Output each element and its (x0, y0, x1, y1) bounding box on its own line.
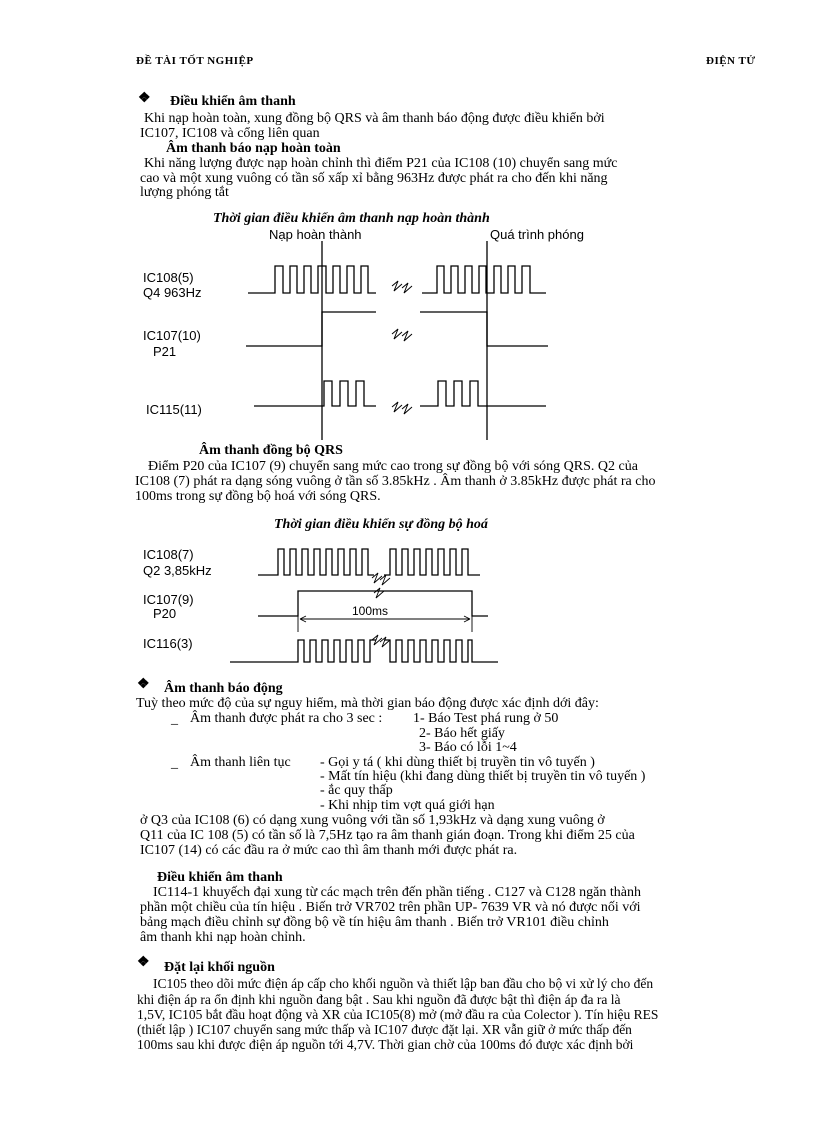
list-item: - ắc quy thấp (320, 783, 393, 798)
list-item: 1- Báo Test phá rung ở 50 (413, 711, 559, 726)
section-title-alarm-sound: Âm thanh báo động (164, 681, 283, 696)
paragraph-line: Tuỳ theo mức độ của sự nguy hiểm, mà thời gian báo động được xác định dới đây: (136, 696, 599, 711)
signal-label: IC115(11) (146, 402, 202, 417)
signal-label: Q4 963Hz (143, 285, 202, 300)
signal-label: P20 (153, 606, 177, 621)
list-item: - Khi nhịp tim vợt quá giới hạn (320, 798, 495, 813)
paragraph-line: phần một chiều của tín hiệu . Biến trở VR702 trên phần UP- 7639 VR và nó được nối với (140, 900, 641, 915)
paragraph-line: cao và một xung vuông có tần số xấp xỉ bằng 963Hz được phát ra cho đến khi năng (140, 171, 608, 186)
bullet-icon: ❖ (138, 91, 151, 106)
bullet-icon: ❖ (137, 677, 150, 692)
paragraph-line: âm thanh khi nạp hoàn chỉnh. (140, 930, 306, 945)
subsection-title-full-charge: Âm thanh báo nạp hoàn toàn (166, 141, 341, 156)
bullet-icon: ❖ (137, 955, 150, 970)
header-right: ĐIỆN TỬ (706, 55, 756, 67)
paragraph-line: lượng phóng tắt (140, 185, 229, 200)
paragraph-line: IC108 (7) phát ra dạng sóng vuông ở tần số 3.85kHz . Âm thanh ở 3.85kHz được phát ra cho (135, 474, 656, 489)
diagram-caption: Thời gian điều khiển âm thanh nạp hoàn thành (213, 211, 490, 226)
paragraph-line: Q11 của IC 108 (5) có tần số là 7,5Hz tạo ra âm thanh gián đoạn. Trong khi điểm 25 của (140, 828, 635, 843)
signal-label: IC108(7) (143, 547, 194, 562)
list-lead: Âm thanh được phát ra cho 3 sec : (190, 711, 383, 726)
paragraph-line: Điểm P20 của IC107 (9) chuyển sang mức cao trong sự đồng bộ với sóng QRS. Q2 của (148, 459, 638, 474)
list-item: - Mất tín hiệu (khi đang dùng thiết bị truyền tin vô tuyến ) (320, 769, 646, 784)
paragraph-line: 100ms trong sự đồng bộ hoá với sóng QRS. (135, 489, 381, 504)
duration-label: 100ms (352, 604, 389, 618)
paragraph-line: Khi nạp hoàn toàn, xung đồng bộ QRS và âm thanh báo động được điều khiển bởi (144, 111, 605, 126)
timing-label-discharge: Quá trình phóng (490, 227, 584, 242)
signal-label: IC116(3) (143, 636, 193, 651)
paragraph-line: 100ms sau khi được điện áp nguồn tới 4,7V. Thời gian chờ của 100ms đó được xác định bởi (137, 1037, 634, 1052)
list-item: 2- Báo hết giấy (419, 726, 505, 741)
signal-label: IC107(10) (143, 328, 201, 343)
dash-marker: _ (171, 756, 178, 771)
section-title-power-reset: Đặt lại khối nguồn (164, 960, 275, 975)
signal-label: IC107(9) (143, 592, 194, 607)
diagram-caption: Thời gian điều khiển sự đồng bộ hoá (274, 517, 488, 532)
list-item: 3- Báo có lỗi 1~4 (419, 740, 517, 755)
dash-marker: _ (171, 712, 178, 727)
paragraph-line: 1,5V, IC105 bắt đầu hoạt động và XR của IC105(8) mở (mở đầu ra của Colector ). Tín hiệu RES (137, 1007, 659, 1022)
subsection-title-qrs-sync: Âm thanh đồng bộ QRS (199, 443, 343, 458)
paragraph-line: IC105 theo dõi mức điện áp cấp cho khối nguồn và thiết lập ban đầu cho bộ vi xử lý cho đến (153, 976, 654, 991)
timing-label-charge-complete: Nạp hoàn thành (269, 227, 362, 242)
list-lead: Âm thanh liên tục (190, 755, 291, 770)
signal-label: P21 (153, 344, 177, 359)
signal-label: IC108(5) (143, 270, 194, 285)
paragraph-line: (thiết lập ) IC107 chuyển sang mức thấp và IC107 được đặt lại. XR vẫn giữ ở mức thấp đến (137, 1022, 632, 1037)
list-item: - Gọi y tá ( khi dùng thiết bị truyền tin vô tuyến ) (320, 755, 595, 770)
section-title-sound-control-2: Điều khiển âm thanh (157, 870, 283, 885)
paragraph-line: IC107, IC108 và cổng liên quan (140, 126, 320, 141)
section-title-sound-control: Điều khiển âm thanh (170, 94, 296, 109)
paragraph-line: ở Q3 của IC108 (6) có dạng xung vuông với tần số 1,93kHz và dạng xung vuông ở (140, 813, 605, 828)
signal-label: Q2 3,85kHz (143, 563, 212, 578)
paragraph-line: bảng mạch điều chỉnh sự đồng bộ về tín hiệu âm thanh . Biến trở VR101 điều chỉnh (140, 915, 609, 930)
header-left: ĐỀ TÀI TỐT NGHIỆP (136, 55, 254, 67)
paragraph-line: khi điện áp ra ổn định khi nguồn đang bật . Sau khi nguồn đã được bật thì điện áp đa ra là (137, 992, 621, 1007)
paragraph-line: Khi năng lượng được nạp hoàn chỉnh thì điểm P21 của IC108 (10) chuyển sang mức (144, 156, 618, 171)
paragraph-line: IC114-1 khuyếch đại xung từ các mạch trên đến phần tiếng . C127 và C128 ngăn thành (153, 885, 642, 900)
paragraph-line: IC107 (14) có các đầu ra ở mức cao thì âm thanh mới được phát ra. (140, 843, 518, 858)
